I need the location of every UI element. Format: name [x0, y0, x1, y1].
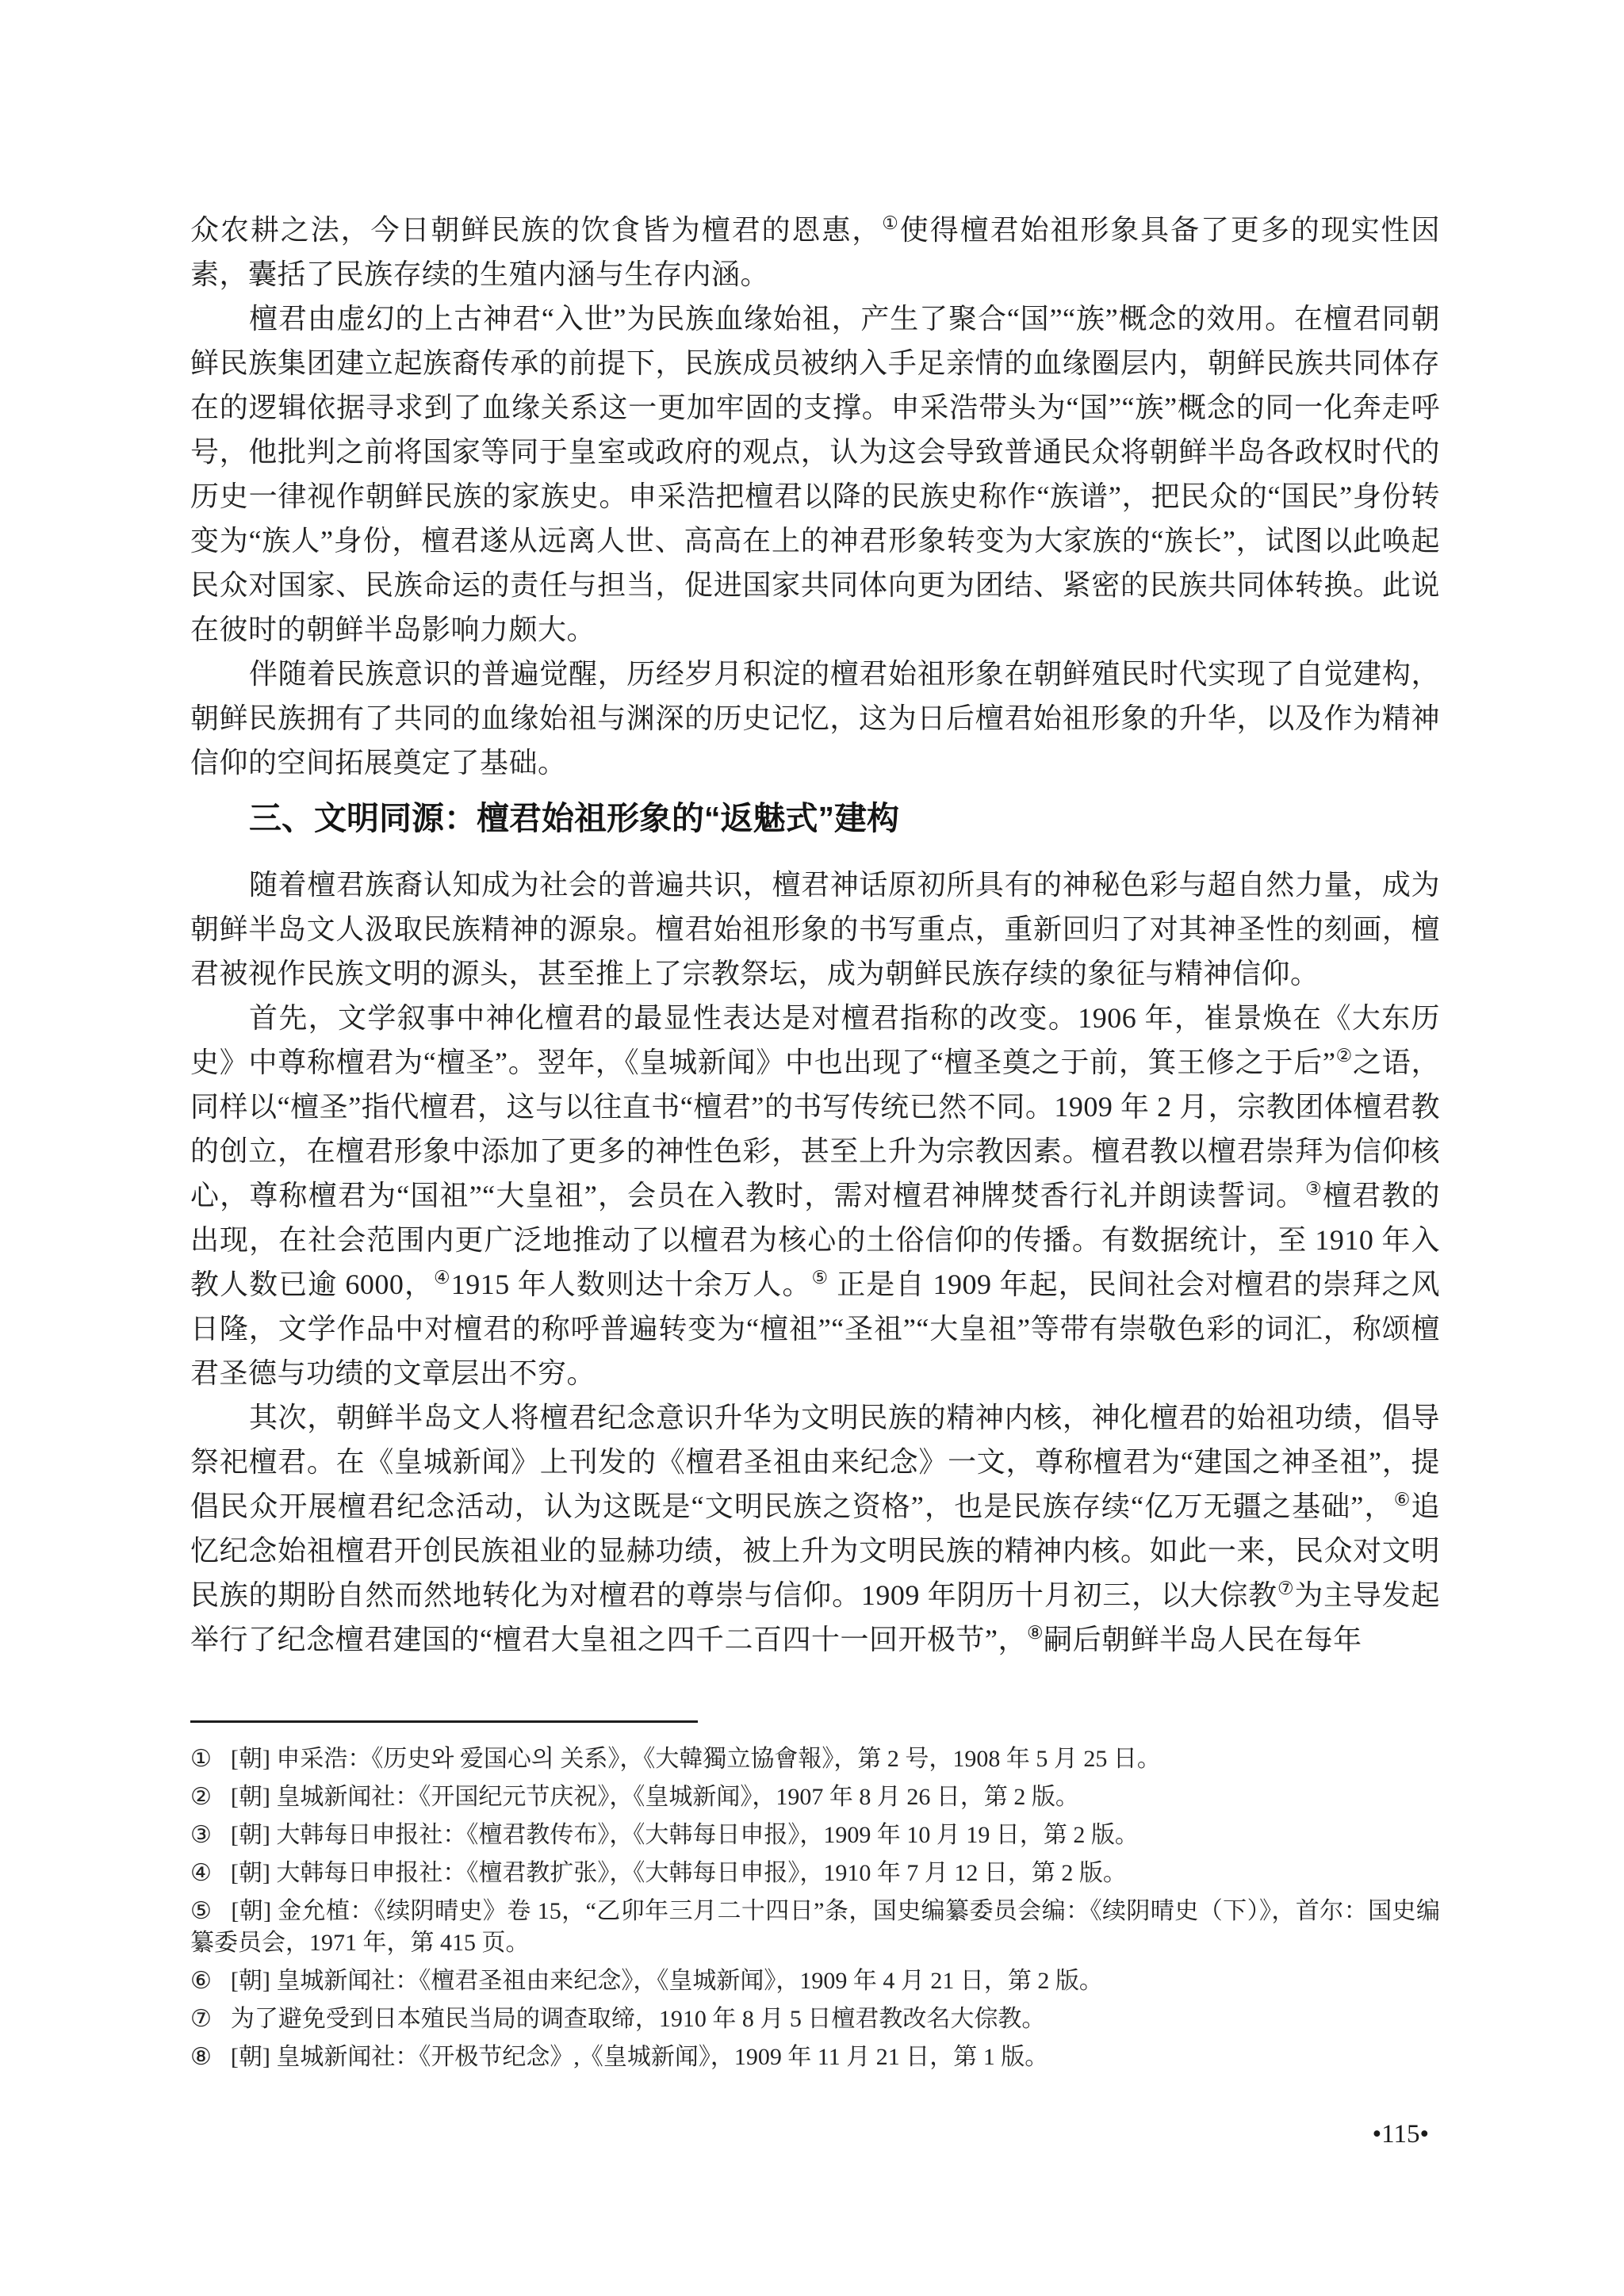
footnote-text: [朝] 皇城新闻社：《开国纪元节庆祝》，《皇城新闻》，1907 年 8 月 26 日，第 2 版。 [230, 1784, 1079, 1810]
footnote-number: ③ [190, 1822, 212, 1848]
footnote-ref-marker: ② [1335, 1046, 1354, 1066]
footnote-number: ⑧ [190, 2044, 212, 2070]
body-paragraph: 众农耕之法，今日朝鲜民族的饮食皆为檀君的恩惠，①使得檀君始祖形象具备了更多的现实性因素，囊括了民族存续的生殖内涵与生存内涵。 [190, 213, 1440, 290]
footnote-text: [朝] 大韩每日申报社：《檀君教传布》，《大韩每日申报》，1909 年 10 月 19 日，第 2 版。 [230, 1822, 1139, 1848]
footnote-ref-marker: ④ [434, 1268, 451, 1288]
body-paragraph: 伴随着民族意识的普遍觉醒，历经岁月积淀的檀君始祖形象在朝鲜殖民时代实现了自觉建构，朝鲜民族拥有了共同的血缘始祖与渊深的历史记忆，这为日后檀君始祖形象的升华，以及作为精神信仰的空间拓展奠定了基础。 [190, 658, 1440, 779]
footnote-ref-marker: ⑧ [1026, 1623, 1044, 1643]
footnote-number: ① [190, 1746, 212, 1772]
body-paragraph: 檀君由虚幻的上古神君“入世”为民族血缘始祖，产生了聚合“国”“族”概念的效用。在檀君同朝鲜民族集团建立起族裔传承的前提下，民族成员被纳入手足亲情的血缘圈层内，朝鲜民族共同体存在的逻辑依据寻求到了血缘关系这一更加牢固的支撑。申采浩带头为“国”“族”概念的同一化奔走呼号，他批判之前将国家等同于皇室或政府的观点，认为这会导致普通民众将朝鲜半岛各政权时代的历史一律视作朝鲜民族的家族史。申采浩把檀君以降的民族史称作“族谱”，把民众的“国民”身份转变为“族人”身份，檀君遂从远离人世、高高在上的神君形象转变为大家族的“族长”，试图以此唤起民众对国家、民族命运的责任与担当，促进国家共同体向更为团结、紧密的民族共同体转换。此说在彼时的朝鲜半岛影响力颇大。 [190, 303, 1440, 645]
footnote-ref-marker: ⑥ [1393, 1490, 1411, 1510]
body-paragraph: 随着檀君族裔认知成为社会的普遍共识，檀君神话原初所具有的神秘色彩与超自然力量，成为朝鲜半岛文人汲取民族精神的源泉。檀君始祖形象的书写重点，重新回归了对其神圣性的刻画，檀君被视作民族文明的源头，甚至推上了宗教祭坛，成为朝鲜民族存续的象征与精神信仰。 [190, 869, 1440, 989]
footnotes-section [190, 1743, 1440, 2073]
footnote-text: [朝] 大韩每日申报社：《檀君教扩张》，《大韩每日申报》，1910 年 7 月 12 日，第 2 版。 [230, 1860, 1127, 1886]
footnote-item [190, 1743, 1440, 1775]
page-content [190, 208, 1440, 2080]
footnote-number: ⑤ [190, 1898, 213, 1924]
footnote-ref-marker: ⑤ [811, 1268, 829, 1288]
footnote-text: [朝] 皇城新闻社：《开极节纪念》,《皇城新闻》，1909 年 11 月 21 日，第 1 版。 [230, 2044, 1049, 2070]
footnote-separator [190, 1720, 698, 1723]
footnote-item [190, 1781, 1440, 1813]
body-paragraph: 其次，朝鲜半岛文人将檀君纪念意识升华为文明民族的精神内核，神化檀君的始祖功绩，倡导祭祀檀君。在《皇城新闻》上刊发的《檀君圣祖由来纪念》一文，尊称檀君为“建国之神圣祖”，提倡民众开展檀君纪念活动，认为这既是“文明民族之资格”，也是民族存续“亿万无疆之基础”，⑥追忆纪念始祖檀君开创民族祖业的显赫功绩，被上升为文明民族的精神内核。如此一来，民众对文明民族的期盼自然而然地转化为对檀君的尊崇与信仰。1909 年阴历十月初三，以大倧教⑦为主导发起举行了纪念檀君建国的“檀君大皇祖之四千二百四十一回开极节”，⑧嗣后朝鲜半岛人民在每年 [190, 1402, 1440, 1655]
footnote-ref-marker: ⑦ [1277, 1578, 1295, 1598]
footnote-text: [朝] 皇城新闻社：《檀君圣祖由来纪念》，《皇城新闻》，1909 年 4 月 21 日，第 2 版。 [230, 1968, 1103, 1994]
footnote-item [190, 2003, 1440, 2035]
footnote-text: 为了避免受到日本殖民当局的调查取缔，1910 年 8 月 5 日檀君教改名大倧教。 [230, 2006, 1046, 2032]
footnote-number: ⑦ [190, 2006, 212, 2032]
footnote-text: [朝] 金允植：《续阴晴史》卷 15，“乙卯年三月二十四日”条，国史编纂委员会编：《续阴晴史（下）》，首尔：国史编纂委员会，1971 年，第 415 页。 [190, 1898, 1440, 1956]
section-heading: 三、文明同源：檀君始祖形象的“返魅式”建构 [249, 800, 899, 836]
footnote-text: [朝] 申采浩：《历史와 爱国心의 关系》，《大韓獨立協會報》，第 2 号，1908 年 5 月 25 日。 [230, 1746, 1161, 1772]
footnote-item [190, 2042, 1440, 2073]
footnote-ref-marker: ① [882, 213, 900, 233]
article-body [190, 208, 1440, 1662]
footnote-number: ④ [190, 1860, 212, 1886]
footnote-number: ⑥ [190, 1968, 212, 1994]
body-paragraph: 首先，文学叙事中神化檀君的最显性表达是对檀君指称的改变。1906 年，崔景焕在《大东历史》中尊称檀君为“檀圣”。翌年，《皇城新闻》中也出现了“檀圣奠之于前，箕王修之于后”②之语，同样以“檀圣”指代檀君，这与以往直书“檀君”的书写传统已然不同。1909 年 2 月，宗教团体檀君教的创立，在檀君形象中添加了更多的神性色彩，甚至上升为宗教因素。檀君教以檀君崇拜为信仰核心，尊称檀君为“国祖”“大皇祖”，会员在入教时，需对檀君神牌焚香行礼并朗读誓词。③檀君教的出现，在社会范围内更广泛地推动了以檀君为核心的土俗信仰的传播。有数据统计，至 1910 年入教人数已逾 6000，④1915 年人数则达十余万人。⑤ 正是自 1909 年起，民间社会对檀君的崇拜之风日隆，文学作品中对檀君的称呼普遍转变为“檀祖”“圣祖”“大皇祖”等带有崇敬色彩的词汇，称颂檀君圣德与功绩的文章层出不穷。 [190, 1002, 1440, 1389]
footnote-item [190, 1858, 1440, 1889]
footnote-item [190, 1965, 1440, 1997]
footnote-ref-marker: ③ [1305, 1179, 1323, 1199]
page-number: •115• [1372, 2120, 1429, 2149]
footnote-item [190, 1820, 1440, 1851]
footnote-item [190, 1896, 1440, 1959]
footnote-number: ② [190, 1784, 212, 1810]
